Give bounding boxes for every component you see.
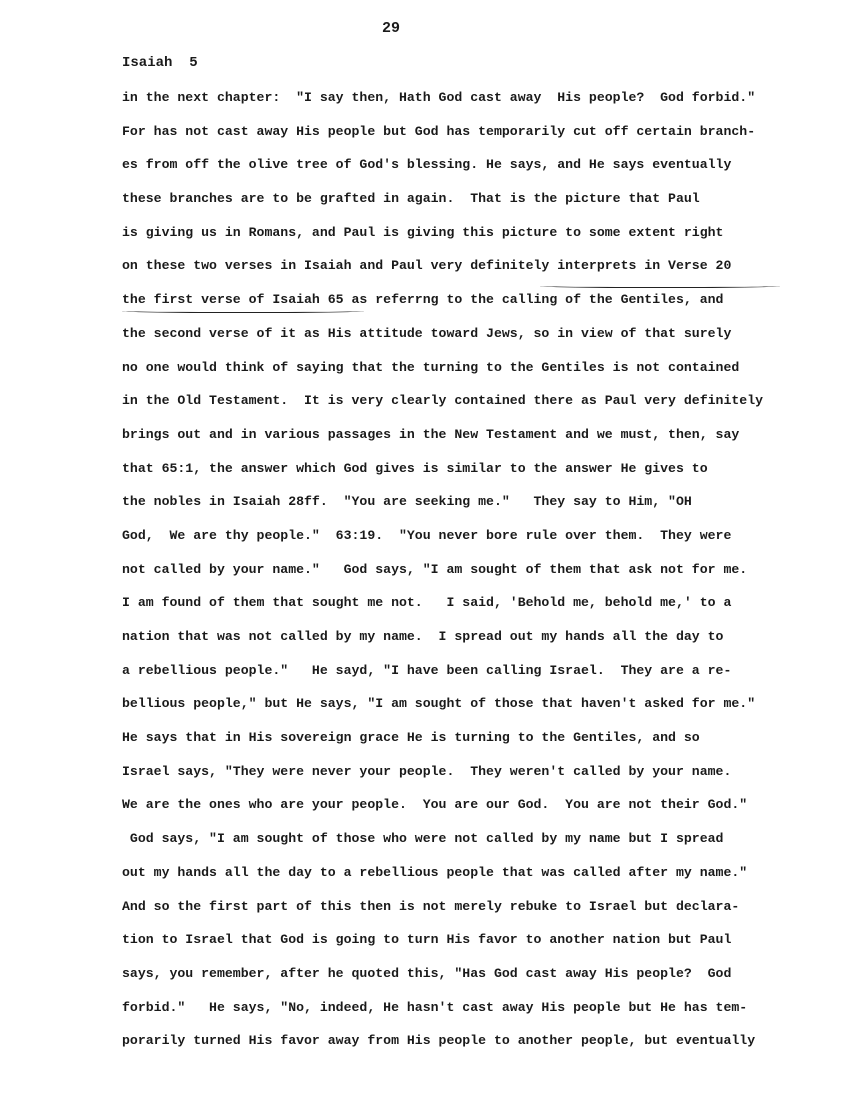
text-line: is giving us in Romans, and Paul is giving this picture to some extent right <box>122 224 724 240</box>
text-line: tion to Israel that God is going to turn His favor to another nation but Paul <box>122 932 732 948</box>
text-line: no one would think of saying that the turning to the Gentiles is not contained <box>122 359 740 375</box>
text-line: forbid." He says, "No, indeed, He hasn't cast away His people but He has tem- <box>122 999 748 1015</box>
text-line: He says that in His sovereign grace He is turning to the Gentiles, and so <box>122 730 700 746</box>
text-line: God, We are thy people." 63:19. "You never bore rule over them. They were <box>122 527 732 543</box>
text-line: God says, "I am sought of those who were not called by my name but I spread <box>122 831 724 847</box>
text-line: says, you remember, after he quoted this, "Has God cast away His people? God <box>122 965 732 981</box>
page-number: 29 <box>382 20 401 37</box>
text-line: not called by your name." God says, "I am sought of them that ask not for me. <box>122 561 748 577</box>
section-header: Isaiah 5 <box>122 55 198 71</box>
text-line: bellious people," but He says, "I am sought of those that haven't asked for me." <box>122 696 756 712</box>
text-line: the nobles in Isaiah 28ff. "You are seeking me." They say to Him, "OH <box>122 494 692 510</box>
text-line: the first verse of Isaiah 65 as referrng to the calling of the Gentiles, and <box>122 292 724 308</box>
text-line: porarily turned His favor away from His people to another people, but eventually <box>122 1033 756 1049</box>
text-line: in the next chapter: "I say then, Hath God cast away His people? God forbid." <box>122 90 756 105</box>
text-line: that 65:1, the answer which God gives is similar to the answer He gives to <box>122 460 708 476</box>
text-line: out my hands all the day to a rebellious people that was called after my name." <box>122 864 748 880</box>
text-line: Israel says, "They were never your people. They weren't called by your name. <box>122 763 732 779</box>
text-line: We are the ones who are your people. You are our God. You are not their God." <box>122 797 748 813</box>
body-text <box>122 88 812 1065</box>
text-line: a rebellious people." He sayd, "I have been calling Israel. They are a re- <box>122 662 732 678</box>
text-line: es from off the olive tree of God's blessing. He says, and He says eventually <box>122 157 732 173</box>
text-line: I am found of them that sought me not. I said, 'Behold me, behold me,' to a <box>122 595 732 611</box>
text-line: nation that was not called by my name. I spread out my hands all the day to <box>122 629 724 644</box>
text-line: these branches are to be grafted in again. That is the picture that Paul <box>122 191 700 207</box>
text-line: And so the first part of this then is not merely rebuke to Israel but declara- <box>122 898 740 914</box>
text-line: in the Old Testament. It is very clearly contained there as Paul very definitely <box>122 393 764 409</box>
text-line: on these two verses in Isaiah and Paul very definitely interprets in Verse 20 <box>122 258 732 274</box>
text-line: brings out and in various passages in the New Testament and we must, then, say <box>122 426 740 442</box>
text-line: the second verse of it as His attitude toward Jews, so in view of that surely <box>122 325 732 341</box>
text-line: For has not cast away His people but God has temporarily cut off certain branch- <box>122 123 756 139</box>
